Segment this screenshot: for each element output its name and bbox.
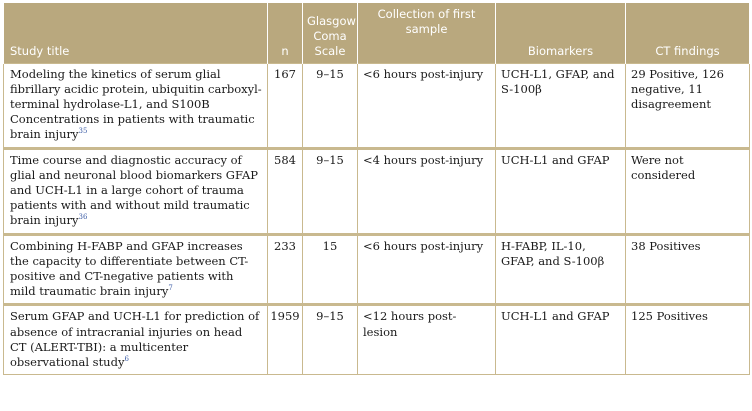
cell-biomarkers: UCH-L1 and GFAP <box>496 148 626 234</box>
cell-n: 1959 <box>268 305 303 375</box>
reference-number: 6 <box>124 355 129 364</box>
cell-biomarkers: H-FABP, IL-10, GFAP, and S-100β <box>496 234 626 305</box>
header-ct-findings: CT findings <box>626 3 750 63</box>
cell-collection: <12 hours post-lesion <box>358 305 496 375</box>
cell-study-title <box>4 305 268 375</box>
header-row <box>4 3 750 63</box>
table-row <box>4 63 750 148</box>
study-title-text: Combining H-FABP and GFAP increases the capacity to differentiate between CT-positive and CT-negative patients with mild traumatic brain injury <box>10 238 249 299</box>
table-row <box>4 148 750 234</box>
cell-ct-findings: 29 Positive, 126 negative, 11 disagreement <box>626 63 750 148</box>
cell-ct-findings: 38 Positives <box>626 234 750 305</box>
header-biomarkers: Biomarkers <box>496 3 626 63</box>
reference-number: 35 <box>78 127 88 136</box>
cell-gcs: 9–15 <box>303 63 358 148</box>
cell-gcs: 9–15 <box>303 305 358 375</box>
cell-study-title <box>4 234 268 305</box>
study-title-text: Modeling the kinetics of serum glial fibrillary acidic protein, ubiquitin carboxyl-terminal hydrolase-L1, and S100B Concentrations in patients with traumatic brain injury <box>10 66 262 142</box>
cell-gcs: 15 <box>303 234 358 305</box>
cell-collection: <6 hours post-injury <box>358 234 496 305</box>
cell-ct-findings: Were not considered <box>626 148 750 234</box>
cell-n: 167 <box>268 63 303 148</box>
biomarker-studies-table <box>3 3 750 375</box>
cell-study-title <box>4 148 268 234</box>
study-title-text: Serum GFAP and UCH-L1 for prediction of absence of intracranial injuries on head CT (ALERT-TBI): a multicenter observational study <box>10 309 260 369</box>
cell-n: 584 <box>268 148 303 234</box>
cell-collection: <6 hours post-injury <box>358 63 496 148</box>
cell-study-title <box>4 63 268 148</box>
header-n: n <box>268 3 303 63</box>
cell-ct-findings: 125 Positives <box>626 305 750 375</box>
cell-biomarkers: UCH-L1 and GFAP <box>496 305 626 375</box>
table-row <box>4 234 750 305</box>
table-container <box>0 3 752 411</box>
cell-biomarkers: UCH-L1, GFAP, and S-100β <box>496 63 626 148</box>
header-gcs: Glasgow Coma Scale <box>303 3 358 63</box>
reference-number: 36 <box>78 213 88 222</box>
cell-gcs: 9–15 <box>303 148 358 234</box>
reference-number: 7 <box>168 284 173 293</box>
study-title-text: Time course and diagnostic accuracy of glial and neuronal blood biomarkers GFAP and UCH-L1 in a large cohort of trauma patients with and without mild traumatic brain injury <box>10 152 258 228</box>
cell-collection: <4 hours post-injury <box>358 148 496 234</box>
cell-n: 233 <box>268 234 303 305</box>
header-study-title: Study title <box>4 3 268 63</box>
table-row <box>4 305 750 375</box>
header-collection: Collection of first sample <box>358 3 496 63</box>
